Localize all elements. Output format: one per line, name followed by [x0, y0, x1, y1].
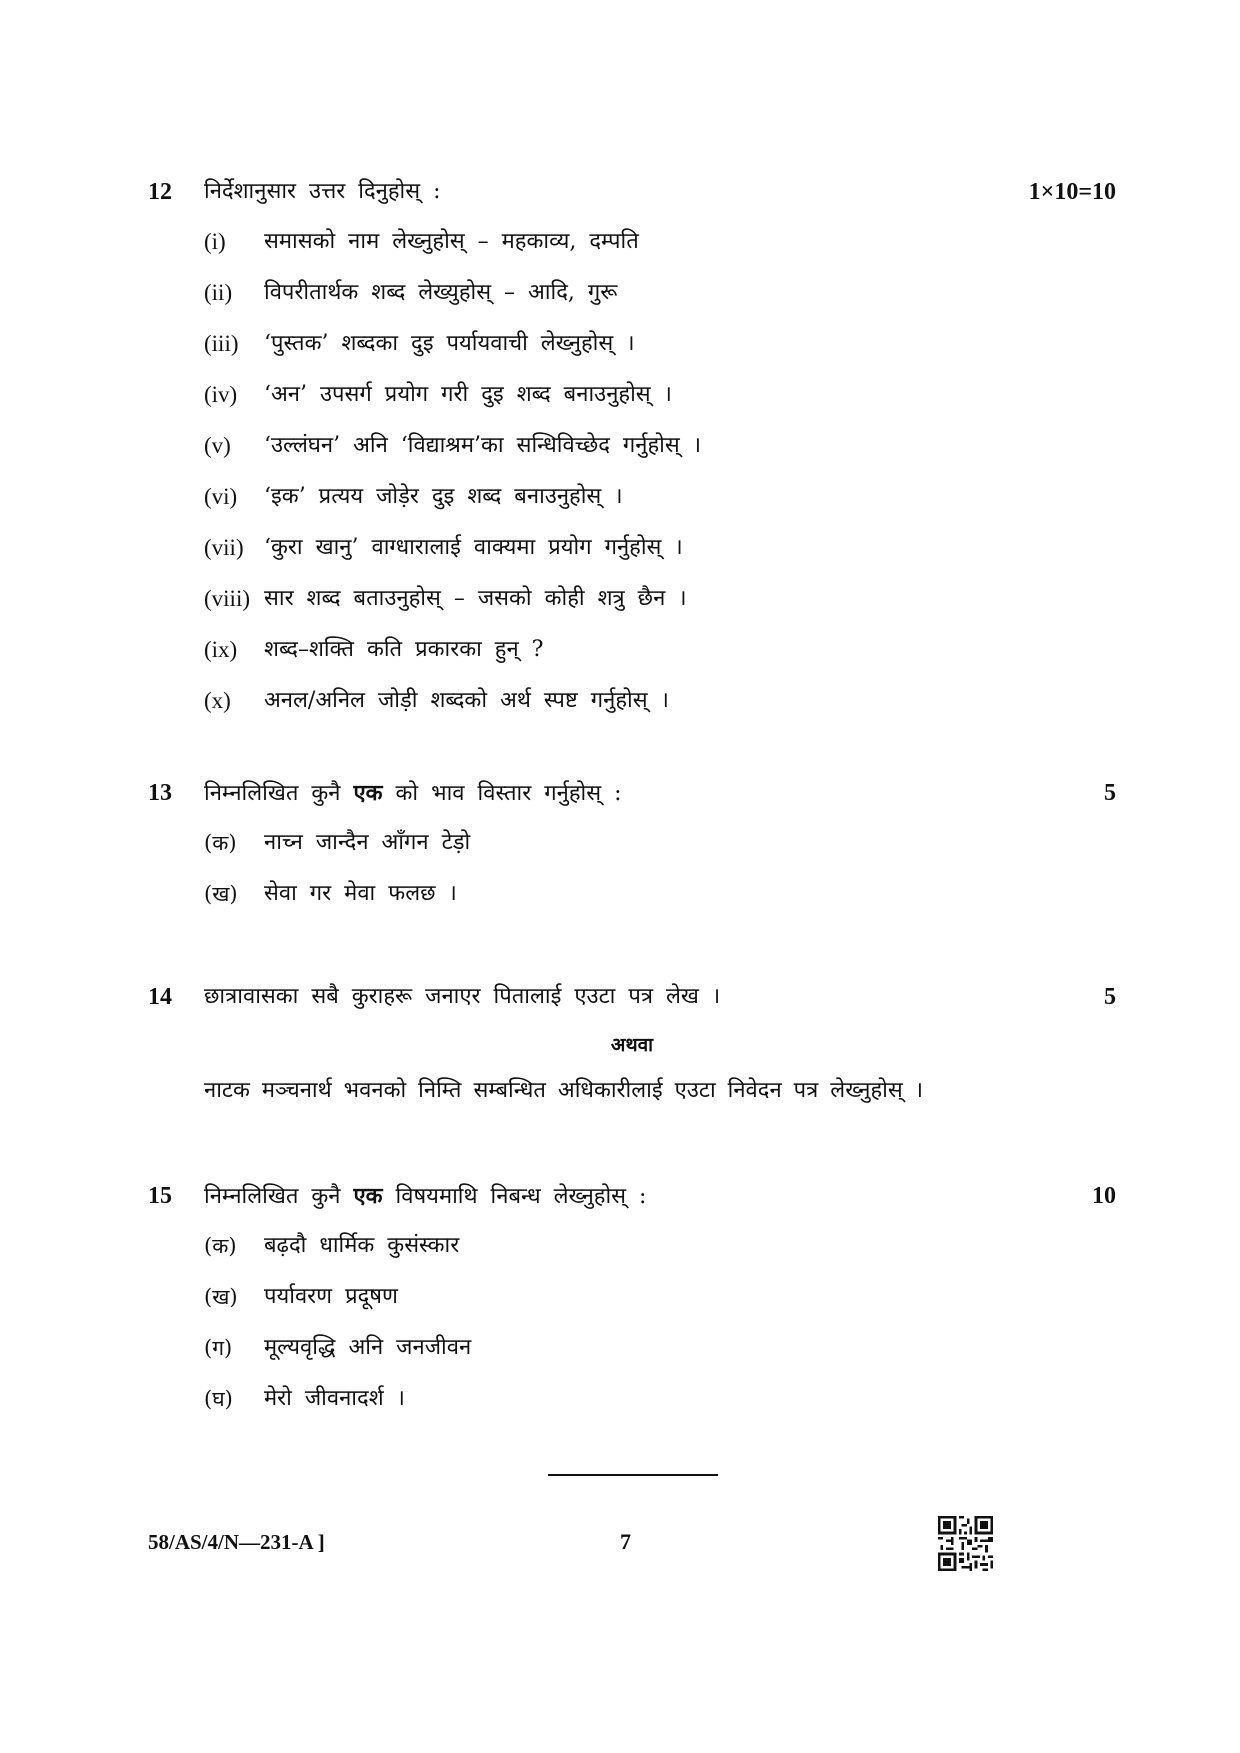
or-label: अथवा — [610, 1034, 654, 1056]
question-14 — [148, 977, 1116, 1117]
question-text-part: निम्नलिखित कुनै — [204, 1184, 354, 1209]
item-text: सार शब्द बताउनुहोस् – जसको कोही शत्रु छैन । — [264, 586, 687, 611]
list-item — [148, 273, 1116, 324]
question-number: 15 — [148, 1183, 172, 1209]
question-number: 13 — [148, 780, 172, 806]
list-item — [148, 630, 1116, 681]
item-text: शब्द–शक्ति कति प्रकारका हुन् ? — [264, 637, 544, 662]
item-label: (क) — [204, 831, 237, 855]
item-label: (vii) — [204, 535, 244, 560]
item-text: ‘इक’ प्रत्यय जोड़ेर दुइ शब्द बनाउनुहोस् । — [264, 484, 623, 509]
question-text-part: निम्नलिखित कुनै — [204, 781, 354, 806]
alternative-question: नाटक मञ्चनार्थ भवनको निम्ति सम्बन्धित अधिकारीलाई एउटा निवेदन पत्र लेख्नुहोस् । — [204, 1078, 924, 1103]
list-item — [148, 1226, 1116, 1277]
question-13 — [148, 773, 1116, 925]
item-text: मूल्यवृद्धि अनि जनजीवन — [264, 1335, 472, 1360]
question-text-part: को भाव विस्तार गर्नुहोस् : — [382, 781, 622, 806]
item-label: (vi) — [204, 484, 238, 509]
question-text: निर्देशानुसार उत्तर दिनुहोस् : — [204, 179, 441, 204]
question-15 — [148, 1176, 1116, 1430]
question-12 — [148, 172, 1116, 732]
item-label: (घ) — [204, 1387, 233, 1411]
question-number: 12 — [148, 179, 172, 205]
question-text — [204, 773, 622, 814]
item-label: (iii) — [204, 331, 239, 356]
question-marks: 1×10=10 — [1028, 179, 1116, 205]
item-label: (क) — [204, 1234, 237, 1258]
list-item — [148, 324, 1116, 375]
question-text: छात्रावासका सबै कुराहरू जनाएर पितालाई एउटा पत्र लेख । — [204, 984, 721, 1009]
item-label: (viii) — [204, 586, 250, 611]
list-item — [148, 375, 1116, 426]
item-label: (ix) — [204, 637, 238, 662]
question-text — [204, 1176, 646, 1217]
question-marks: 10 — [1092, 1183, 1116, 1209]
list-item — [148, 477, 1116, 528]
list-item — [148, 426, 1116, 477]
list-item — [148, 874, 1116, 925]
list-item — [148, 222, 1116, 273]
list-item — [148, 579, 1116, 630]
item-text: मेरो जीवनादर्श । — [264, 1386, 405, 1411]
item-label: (ख) — [204, 882, 238, 906]
page-number: 7 — [620, 1529, 631, 1554]
item-text: अनल/अनिल जोड़ी शब्दको अर्थ स्पष्ट गर्नुहोस् । — [264, 688, 669, 713]
item-text: सेवा गर मेवा फलछ । — [264, 881, 457, 906]
question-marks: 5 — [1104, 780, 1116, 806]
item-text: बढ़दौ धार्मिक कुसंस्कार — [264, 1233, 460, 1258]
question-text-part: विषयमाथि निबन्ध लेख्नुहोस् : — [382, 1184, 647, 1209]
end-divider — [548, 1474, 718, 1476]
list-item — [148, 823, 1116, 874]
list-item — [148, 681, 1116, 732]
list-item — [148, 528, 1116, 579]
item-text: ‘कुरा खानु’ वाग्धारालाई वाक्यमा प्रयोग गर्नुहोस् । — [264, 535, 683, 560]
item-label: (ख) — [204, 1285, 238, 1309]
item-text: ‘अन’ उपसर्ग प्रयोग गरी दुइ शब्द बनाउनुहोस् । — [264, 382, 672, 407]
item-label: (i) — [204, 229, 226, 254]
item-label: (ग) — [204, 1336, 233, 1360]
qr-code-icon — [938, 1516, 993, 1571]
list-item — [148, 1328, 1116, 1379]
list-item — [148, 1379, 1116, 1430]
list-item — [148, 1277, 1116, 1328]
question-text-emphasis: एक — [353, 780, 383, 806]
question-text-emphasis: एक — [353, 1183, 383, 1209]
question-marks: 5 — [1104, 984, 1116, 1010]
item-label: (x) — [204, 688, 231, 713]
question-number: 14 — [148, 984, 172, 1010]
item-label: (iv) — [204, 382, 238, 407]
item-text: नाच्न जान्दैन आँगन टेड़ो — [264, 830, 471, 855]
item-text: पर्यावरण प्रदूषण — [264, 1284, 398, 1309]
item-label: (ii) — [204, 280, 233, 305]
item-text: विपरीतार्थक शब्द लेख्युहोस् – आदि, गुरू — [264, 280, 618, 305]
item-text: समासको नाम लेख्नुहोस् – महकाव्य, दम्पति — [264, 229, 639, 254]
paper-code: 58/AS/4/N—231-A ] — [148, 1530, 325, 1554]
item-text: ‘पुस्तक’ शब्दका दुइ पर्यायवाची लेख्नुहोस् । — [264, 331, 635, 356]
item-label: (v) — [204, 433, 231, 458]
item-text: ‘उल्लंघन’ अनि ‘विद्याश्रम’का सन्धिविच्छेद गर्नुहोस् । — [264, 433, 702, 458]
